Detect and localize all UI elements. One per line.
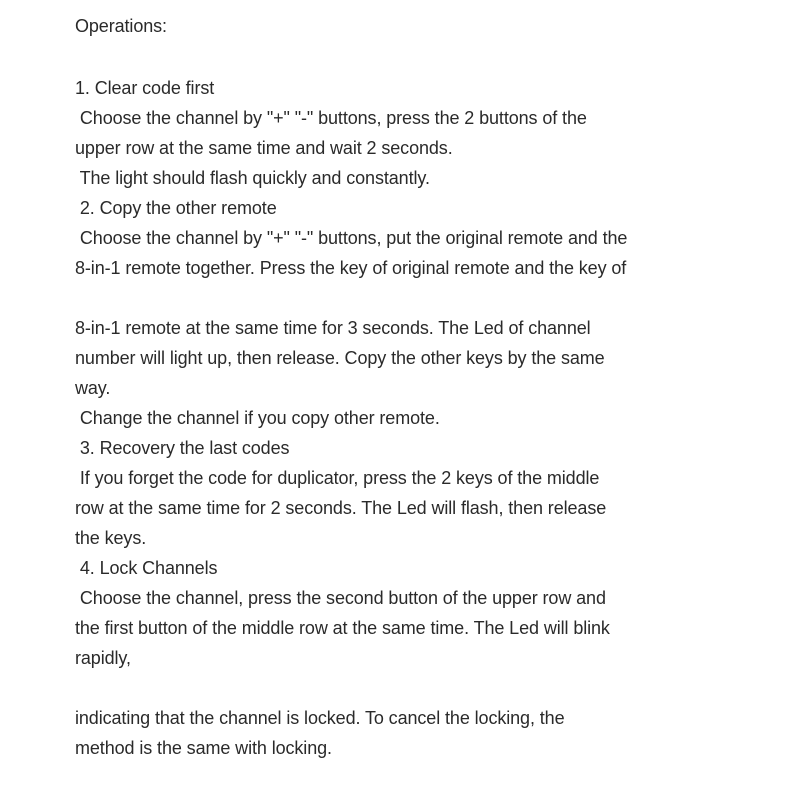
document-line: Choose the channel by "+" "-" buttons, press the 2 buttons of the — [75, 108, 587, 128]
document-heading: Operations: — [75, 16, 167, 36]
document-line: rapidly, — [75, 648, 131, 668]
document-line: 2. Copy the other remote — [75, 198, 277, 218]
document-line: number will light up, then release. Copy the other keys by the same — [75, 348, 605, 368]
document-line: 1. Clear code first — [75, 78, 215, 98]
document-line: method is the same with locking. — [75, 738, 332, 758]
document-line: indicating that the channel is locked. To cancel the locking, the — [75, 708, 565, 728]
document-line: row at the same time for 2 seconds. The Led will flash, then release — [75, 498, 607, 518]
document-line: the keys. — [75, 528, 147, 548]
document-line: Choose the channel, press the second button of the upper row and — [75, 588, 606, 608]
document-line: 4. Lock Channels — [75, 558, 218, 578]
document-line: 8-in-1 remote together. Press the key of original remote and the key of — [75, 258, 627, 278]
document-line: If you forget the code for duplicator, press the 2 keys of the middle — [75, 468, 600, 488]
document-line: 8-in-1 remote at the same time for 3 seconds. The Led of channel — [75, 318, 591, 338]
document-line: 3. Recovery the last codes — [75, 438, 290, 458]
document-line: upper row at the same time and wait 2 seconds. — [75, 138, 453, 158]
document-line: the first button of the middle row at the same time. The Led will blink — [75, 618, 610, 638]
document-line: Choose the channel by "+" "-" buttons, put the original remote and the — [75, 228, 628, 248]
document-line: The light should flash quickly and constantly. — [75, 168, 430, 188]
document-line: way. — [75, 378, 111, 398]
document-line: Change the channel if you copy other remote. — [75, 408, 440, 428]
